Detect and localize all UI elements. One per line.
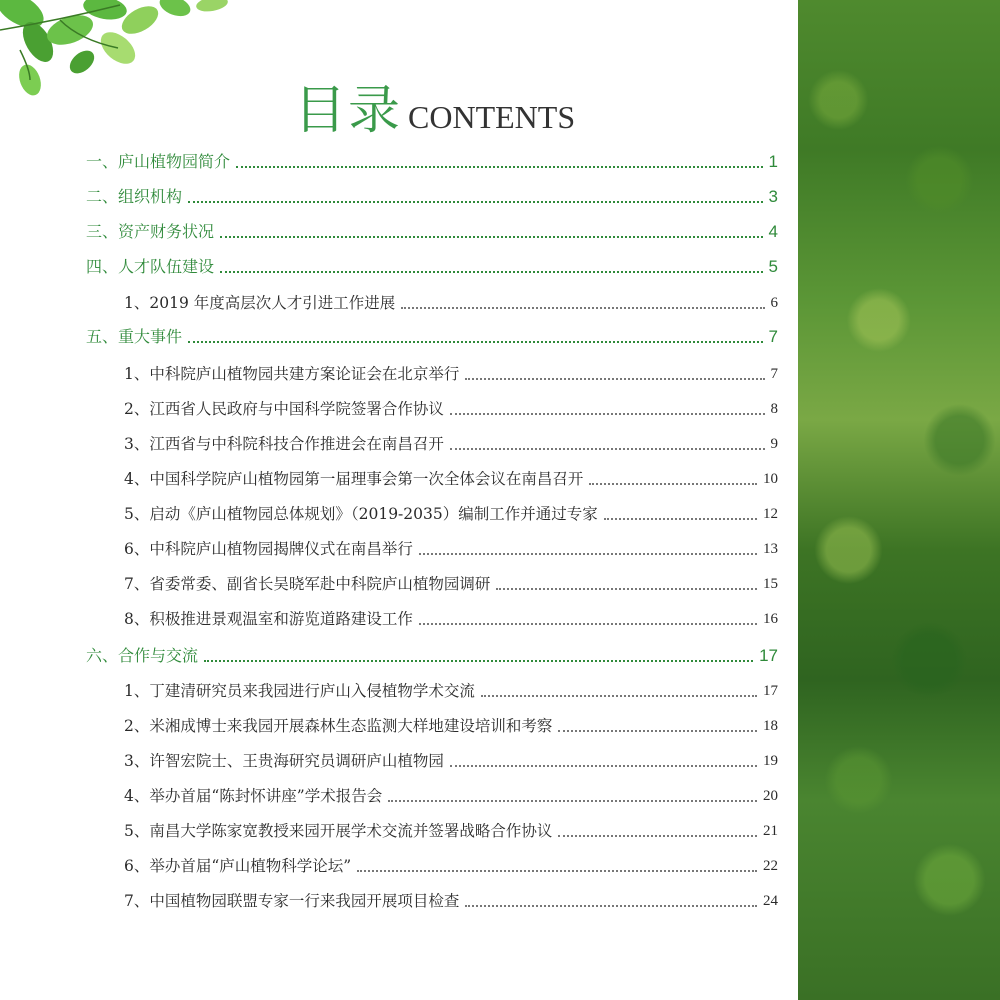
toc-entry-label: 1、中科院庐山植物园共建方案论证会在北京举行 [124, 365, 460, 383]
toc-section-entry[interactable] [86, 212, 778, 242]
toc-subsection-entry[interactable] [124, 599, 778, 629]
toc-page-number: 17 [759, 646, 778, 665]
toc-subsection-entry[interactable] [124, 389, 778, 419]
toc-section-entry[interactable] [86, 317, 778, 347]
toc-page-number: 5 [768, 257, 778, 276]
toc-subsection-entry[interactable] [124, 354, 778, 384]
toc-subsection-entry[interactable] [124, 706, 778, 736]
toc-section-entry[interactable] [86, 177, 778, 207]
toc-subsection-entry[interactable] [124, 846, 778, 876]
toc-page-number: 18 [763, 718, 778, 734]
title-en: CONTENTS [408, 99, 576, 135]
toc-subsection-entry[interactable] [124, 494, 778, 524]
dot-leader [496, 587, 757, 590]
toc-page-number: 24 [763, 893, 778, 909]
dot-leader [220, 270, 763, 273]
toc-subsection-entry[interactable] [124, 741, 778, 771]
toc-page-number: 7 [770, 366, 778, 382]
title-zh: 目录 [294, 81, 403, 141]
toc-page-number: 15 [763, 576, 778, 592]
toc-page-number: 6 [770, 295, 778, 311]
toc-subsection-entry[interactable] [124, 811, 778, 841]
dot-leader [450, 412, 765, 415]
dot-leader [236, 165, 763, 168]
toc-entry-label: 3、许智宏院士、王贵海研究员调研庐山植物园 [124, 752, 444, 770]
dot-leader [604, 517, 757, 520]
toc-entry-label: 五、重大事件 [86, 327, 183, 346]
dot-leader [558, 834, 757, 837]
toc-entry-label: 2、米湘成博士来我园开展森林生态监测大样地建设培训和考察 [124, 717, 553, 735]
toc-entry-label: 二、组织机构 [86, 187, 183, 206]
dot-leader [204, 659, 753, 662]
toc-page-number: 20 [763, 788, 778, 804]
toc-entry-label: 6、举办首届“庐山植物科学论坛” [124, 857, 352, 875]
toc-section-entry[interactable] [86, 142, 778, 172]
toc-page-number: 12 [763, 506, 778, 522]
dot-leader [357, 869, 757, 872]
toc-page-number: 13 [763, 541, 778, 557]
dot-leader [465, 904, 757, 907]
toc-entry-label: 一、庐山植物园简介 [86, 152, 231, 171]
toc-entry-label: 三、资产财务状况 [86, 222, 215, 241]
toc-page-number: 10 [763, 471, 778, 487]
toc-entry-label: 2、江西省人民政府与中国科学院签署合作协议 [124, 400, 444, 418]
toc-subsection-entry[interactable] [124, 459, 778, 489]
toc-entry-label: 四、人才队伍建设 [86, 257, 215, 276]
toc-page-number: 21 [763, 823, 778, 839]
toc-subsection-entry[interactable] [124, 881, 778, 911]
toc-entry-label: 7、省委常委、副省长吴晓军赴中科院庐山植物园调研 [124, 575, 491, 593]
toc-page-number: 19 [763, 753, 778, 769]
toc-subsection-entry[interactable] [124, 671, 778, 701]
toc-entry-label: 3、江西省与中科院科技合作推进会在南昌召开 [124, 435, 444, 453]
toc-entry-label: 六、合作与交流 [86, 646, 199, 665]
toc-section-entry[interactable] [86, 636, 778, 666]
dot-leader [450, 447, 765, 450]
toc-entry-label: 1、丁建清研究员来我园进行庐山入侵植物学术交流 [124, 682, 475, 700]
toc-entry-label: 5、南昌大学陈家宽教授来园开展学术交流并签署战略合作协议 [124, 822, 553, 840]
toc-entry-label: 5、启动《庐山植物园总体规划》（2019-2035）编制工作并通过专家 [124, 505, 598, 523]
toc-section-entry[interactable] [86, 247, 778, 277]
toc-page-number: 7 [768, 327, 778, 346]
toc-subsection-entry[interactable] [124, 529, 778, 559]
toc-entry-label: 8、积极推进景观温室和游览道路建设工作 [124, 610, 413, 628]
dot-leader [419, 552, 757, 555]
dot-leader [188, 200, 763, 203]
toc-page-number: 1 [768, 152, 778, 171]
toc-page-number: 9 [770, 436, 778, 452]
dot-leader [188, 340, 763, 343]
dot-leader [558, 729, 757, 732]
toc-subsection-entry[interactable] [124, 424, 778, 454]
toc-page-number: 17 [763, 683, 778, 699]
forest-photo [798, 0, 1000, 1000]
toc-entry-label: 1、2019 年度高层次人才引进工作进展 [124, 294, 396, 312]
dot-leader [401, 306, 764, 309]
dot-leader [481, 694, 757, 697]
toc-entry-label: 4、中国科学院庐山植物园第一届理事会第一次全体会议在南昌召开 [124, 470, 584, 488]
toc-page-number: 4 [768, 222, 778, 241]
toc-entry-label: 4、举办首届“陈封怀讲座”学术报告会 [124, 787, 383, 805]
toc-entry-label: 6、中科院庐山植物园揭牌仪式在南昌举行 [124, 540, 413, 558]
dot-leader [465, 377, 764, 380]
dot-leader [589, 482, 757, 485]
dot-leader [419, 622, 757, 625]
toc-entry-label: 7、中国植物园联盟专家一行来我园开展项目检查 [124, 892, 460, 910]
toc-subsection-entry[interactable] [124, 564, 778, 594]
toc-subsection-entry[interactable] [124, 776, 778, 806]
dot-leader [388, 799, 757, 802]
dot-leader [220, 235, 763, 238]
dot-leader [450, 764, 757, 767]
toc-page-number: 22 [763, 858, 778, 874]
toc-page-number: 16 [763, 611, 778, 627]
toc-page-number: 3 [768, 187, 778, 206]
toc-subsection-entry[interactable] [124, 283, 778, 313]
toc-page-number: 8 [770, 401, 778, 417]
